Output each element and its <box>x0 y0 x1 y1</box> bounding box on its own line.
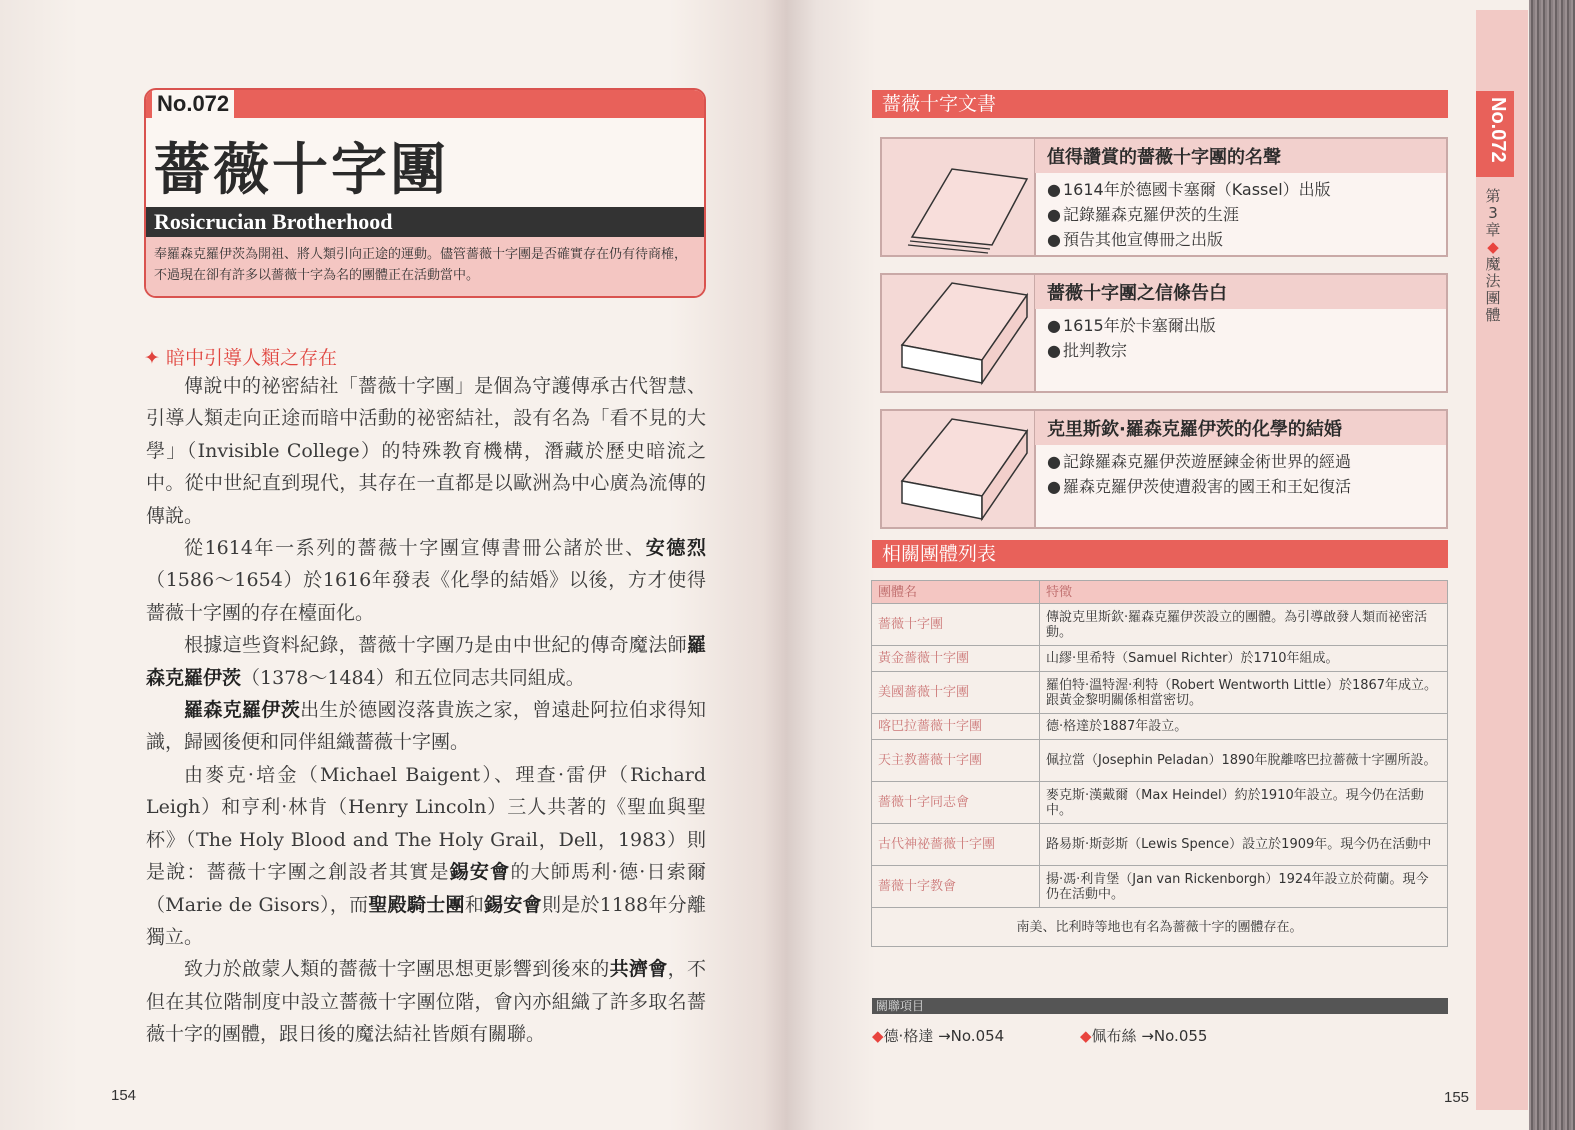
entry-number: No.072 <box>152 90 234 118</box>
bold-term: 錫安會 <box>484 893 542 916</box>
group-feature-cell: 揚·馮·利肯堡（Jan van Rickenborgh）1924年設立於荷蘭。現今仍在活動中。 <box>1040 866 1448 908</box>
group-name-cell: 古代神祕薔薇十字團 <box>872 824 1040 866</box>
group-feature-cell: 山繆·里希特（Samuel Richter）於1710年組成。 <box>1040 646 1448 672</box>
paragraph-text: 和 <box>464 893 485 916</box>
entry-title: 薔薇十字團 <box>154 138 449 203</box>
book-edge <box>1529 0 1575 1130</box>
related-link-label: 佩布絲 <box>1091 1027 1137 1045</box>
right-page <box>787 0 1529 1130</box>
paragraph-text: 由麥克·培金（Michael Baigent）、理查·雷伊（Richard Leigh）和亨利·林肯（Henry Lincoln）三人共著的《聖血與聖杯》（The Holy Blood and The Holy Grail，Dell，1983）則是說：薔薇十字團之創設者其實是 <box>146 763 706 884</box>
paragraph-text: ，不但在其位階制度中設立薔薇十字團位階，會內亦組織了許多取名薔薇十字的團體，跟日後的魔法結社皆頗有關聯。 <box>146 958 706 1046</box>
paragraph-text: 的大師馬利·德·日索爾（Marie de Gisors），而 <box>146 861 706 916</box>
paragraph-text: 出生於德國沒落貴族之家，曾遠赴阿拉伯求得知識，歸國後便和同伴組織薔薇十字團。 <box>146 699 706 754</box>
related-heading-bar: 關聯項目 <box>872 998 1448 1014</box>
body-paragraph <box>146 694 706 759</box>
doc-point: ● 1614年於德國卡塞爾（Kassel）出版 <box>1047 177 1331 202</box>
paragraph-text: 傳說中的祕密結社「薔薇十字團」是個為守護傳承古代智慧、引導人類走向正途而暗中活動的祕密結社，設有名為「看不見的大學」（Invisible College）的特殊教育機構，潛藏於歷史暗流之中。從中世紀直到現代，其存在一直都是以歐洲為中心廣為流傳的傳說。 <box>146 375 706 527</box>
doc-point: ● 記錄羅森克羅伊茨的生涯 <box>1047 202 1331 227</box>
group-feature-cell: 佩拉當（Josephin Peladan）1890年脫離喀巴拉薔薇十字團所設。 <box>1040 740 1448 782</box>
body-text <box>146 370 706 1051</box>
table-row <box>872 824 1448 866</box>
doc-point: ● 批判教宗 <box>1047 338 1216 363</box>
table-footer-note: 南美、比利時等地也有名為薔薇十字的團體存在。 <box>872 908 1448 947</box>
doc-title: 值得讚賞的薔薇十字團的名聲 <box>1035 139 1446 173</box>
body-paragraph <box>146 532 706 629</box>
book-icon <box>882 411 1036 527</box>
paragraph-text: 從1614年一系列的薔薇十字團宣傳書冊公諸於世、 <box>184 537 646 560</box>
body-paragraph <box>146 953 706 1050</box>
doc-item <box>880 409 1448 529</box>
groups-table <box>871 580 1448 947</box>
entry-english-title: Rosicrucian Brotherhood <box>146 207 704 237</box>
group-feature-cell: 德·格達於1887年設立。 <box>1040 714 1448 740</box>
doc-item <box>880 137 1448 257</box>
group-name-cell: 薔薇十字教會 <box>872 866 1040 908</box>
chapter-number: 第3章 <box>1485 187 1501 239</box>
group-feature-cell: 羅伯特·溫特渥·利特（Robert Wentworth Little）於1867年成立。跟黃金黎明關係相當密切。 <box>1040 672 1448 714</box>
group-feature-cell: 路易斯·斯彭斯（Lewis Spence）設立於1909年。現今仍在活動中 <box>1040 824 1448 866</box>
doc-point: ● 記錄羅森克羅伊茨遊歷鍊金術世界的經過 <box>1047 449 1351 474</box>
doc-title: 薔薇十字團之信條告白 <box>1035 275 1446 309</box>
table-row <box>872 782 1448 824</box>
group-feature-cell: 麥克斯·漢戴爾（Max Heindel）約於1910年設立。現今仍在活動中。 <box>1040 782 1448 824</box>
doc-points <box>1047 449 1351 499</box>
group-name-cell: 薔薇十字同志會 <box>872 782 1040 824</box>
table-row <box>872 740 1448 782</box>
left-page <box>0 0 787 1130</box>
entry-header-card <box>144 88 706 298</box>
table-row <box>872 646 1448 672</box>
related-link-ref: →No.054 <box>938 1027 1005 1045</box>
doc-point: ● 1615年於卡塞爾出版 <box>1047 313 1216 338</box>
paragraph-text: （1378～1484）和五位同志共同組成。 <box>241 666 585 689</box>
group-name-cell: 天主教薔薇十字團 <box>872 740 1040 782</box>
page-number-right: 155 <box>1444 1089 1470 1106</box>
table-row <box>872 714 1448 740</box>
docs-heading-bar: 薔薇十字文書 <box>872 90 1448 118</box>
doc-point: ● 羅森克羅伊茨使遭殺害的國王和王妃復活 <box>1047 474 1351 499</box>
groups-heading-bar: 相關團體列表 <box>872 540 1448 568</box>
page-number-left: 154 <box>111 1087 137 1104</box>
table-footer-row <box>872 908 1448 947</box>
pamphlet-icon <box>882 139 1036 255</box>
bold-term: 安德烈 <box>645 537 706 560</box>
paragraph-text: 則是於1188年分離獨立。 <box>146 893 706 948</box>
entry-summary: 奉羅森克羅伊茨為開祖、將人類引向正途的運動。儘管薔薇十字團是否確實存在仍有待商榷，不過現在卻有許多以薔薇十字為名的團體正在活動當中。 <box>146 237 704 296</box>
table-row <box>872 866 1448 908</box>
side-tab-label: No.072 <box>1487 97 1509 163</box>
body-paragraph <box>146 759 706 953</box>
bold-term: 共濟會 <box>609 958 668 981</box>
group-name-cell: 團體名 <box>872 581 1040 604</box>
doc-points <box>1047 313 1216 363</box>
book-icon <box>882 275 1036 391</box>
group-name-cell: 薔薇十字團 <box>872 604 1040 646</box>
table-header-row <box>872 581 1448 604</box>
side-number-tab <box>1476 91 1514 177</box>
bold-term: 羅森克羅伊茨 <box>146 634 706 689</box>
chapter-name: 魔法團體 <box>1485 255 1501 324</box>
related-link[interactable]: ◆佩布絲 →No.055 <box>1080 1027 1208 1045</box>
body-paragraph <box>146 370 706 532</box>
table-row <box>872 672 1448 714</box>
bold-term: 錫安會 <box>449 861 511 884</box>
chapter-diamond: ◆ <box>1487 238 1499 256</box>
group-name-cell: 黃金薔薇十字團 <box>872 646 1040 672</box>
chapter-vertical-label <box>1484 188 1502 324</box>
related-link[interactable]: ◆德·格達 →No.054 <box>872 1027 1005 1045</box>
paragraph-text: 致力於啟蒙人類的薔薇十字團思想更影響到後來的 <box>184 958 610 981</box>
paragraph-text: 根據這些資料紀錄，薔薇十字團乃是由中世紀的傳奇魔法師 <box>184 634 687 657</box>
paragraph-text: （1586～1654）於1616年發表《化學的結婚》以後，方才使得薔薇十字團的存在檯面化。 <box>146 569 706 624</box>
table-row <box>872 604 1448 646</box>
group-feature-cell: 傳說克里斯欽·羅森克羅伊茨設立的團體。為引導啟發人類而祕密活動。 <box>1040 604 1448 646</box>
doc-points <box>1047 177 1331 252</box>
group-feature-cell: 特徵 <box>1040 581 1448 604</box>
section-heading: ✦ 暗中引導人類之存在 <box>144 347 337 369</box>
doc-title: 克里斯欽·羅森克羅伊茨的化學的結婚 <box>1035 411 1446 445</box>
group-name-cell: 喀巴拉薔薇十字團 <box>872 714 1040 740</box>
group-name-cell: 美國薔薇十字團 <box>872 672 1040 714</box>
related-link-ref: →No.055 <box>1141 1027 1208 1045</box>
doc-point: ● 預告其他宣傳冊之出版 <box>1047 227 1331 252</box>
related-link-label: 德·格達 <box>883 1027 934 1045</box>
bold-term: 羅森克羅伊茨 <box>184 699 301 722</box>
doc-item <box>880 273 1448 393</box>
bold-term: 聖殿騎士團 <box>368 893 465 916</box>
body-paragraph <box>146 629 706 694</box>
